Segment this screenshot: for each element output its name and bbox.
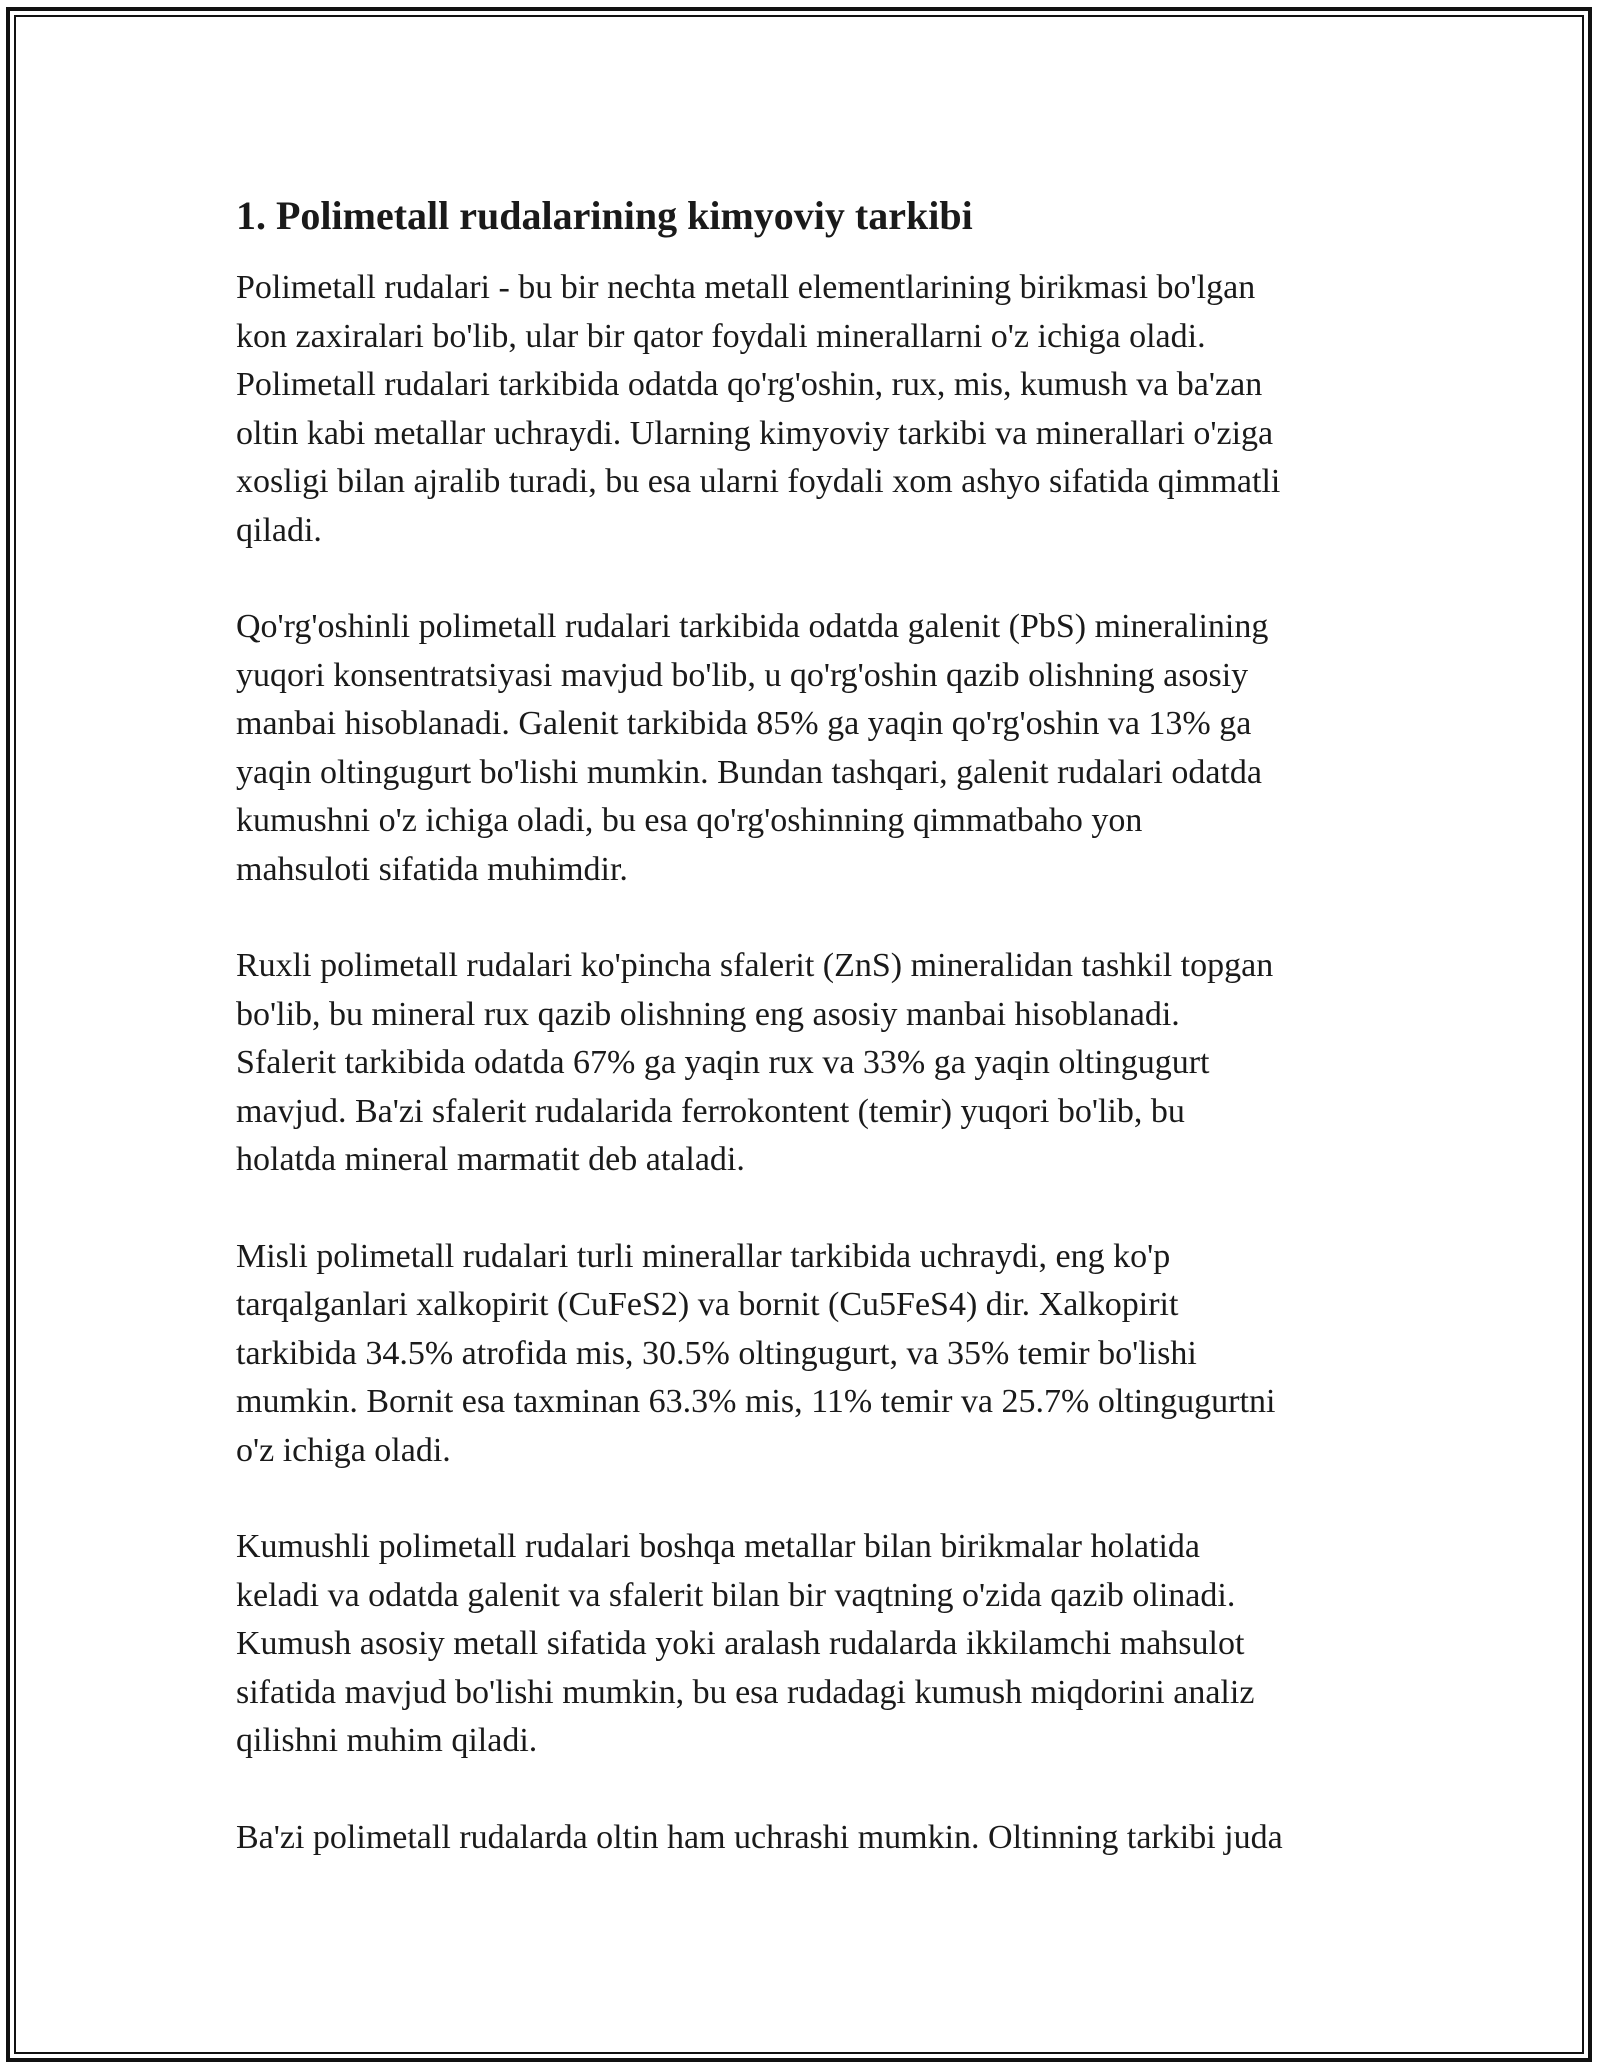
paragraph-silver: Kumushli polimetall rudalari boshqa metallar bilan birikmalar holatida keladi va odatda galenit va sfalerit bilan bir vaqtning o'zida qazib olinadi. Kumush asosiy metall sifatida yoki aralash rudalarda ikkilamchi mahsulot sifatida mavjud bo'lishi mumkin, bu esa rudadagi kumush miqdorini analiz qilishni muhim qiladi.	[236, 1528, 1255, 1759]
paragraph-zinc: Ruxli polimetall rudalari ko'pincha sfalerit (ZnS) mineralidan tashkil topgan bo'lib, bu mineral rux qazib olishning eng asosiy manbai hisoblanadi. Sfalerit tarkibida odatda 67% ga yaqin rux va 33% ga yaqin oltingugurt mavjud. Ba'zi sfalerit rudalarida ferrokontent (temir) yuqori bo'lib, bu holatda mineral marmatit deb ataladi.	[236, 947, 1274, 1178]
paragraph-gold: Ba'zi polimetall rudalarda oltin ham uchrashi mumkin. Oltinning tarkibi juda	[236, 1818, 1283, 1856]
paragraph-copper: Misli polimetall rudalari turli minerallar tarkibida uchraydi, eng ko'p tarqalganlari xalkopirit (CuFeS2) va bornit (Cu5FeS4) dir. Xalkopirit tarkibida 34.5% atrofida mis, 30.5% oltingugurt, va 35% temir bo'lishi mumkin. Bornit esa taxminan 63.3% mis, 11% temir va 25.7% oltingugurtni o'z ichiga oladi.	[236, 1237, 1276, 1469]
paragraph-lead: Qo'rg'oshinli polimetall rudalari tarkibida odatda galenit (PbS) mineralining yuqori konsentratsiyasi mavjud bo'lib, u qo'rg'oshin qazib olishning asosiy manbai hisoblanadi. Galenit tarkibida 85% ga yaqin qo'rg'oshin va 13% ga yaqin oltingugurt bo'lishi mumkin. Bundan tashqari, galenit rudalari odatda kumushni o'z ichiga oladi, bu esa qo'rg'oshinning qimmatbaho yon mahsuloti sifatida muhimdir.	[236, 608, 1269, 888]
paragraph-intro: Polimetall rudalari - bu bir nechta metall elementlarining birikmasi bo'lgan kon zaxiralari bo'lib, ular bir qator foydali minerallarni o'z ichiga oladi. Polimetall rudalari tarkibida odatda qo'rg'oshin, rux, mis, kumush va ba'zan oltin kabi metallar uchraydi. Ularning kimyoviy tarkibi va minerallari o'ziga xosligi bilan ajralib turadi, bu esa ularni foydali xom ashyo sifatida qimmatli qiladi.	[236, 269, 1281, 549]
section-heading: 1. Polimetall rudalarining kimyoviy tarkibi	[236, 193, 973, 238]
document-body	[236, 180, 1376, 1910]
